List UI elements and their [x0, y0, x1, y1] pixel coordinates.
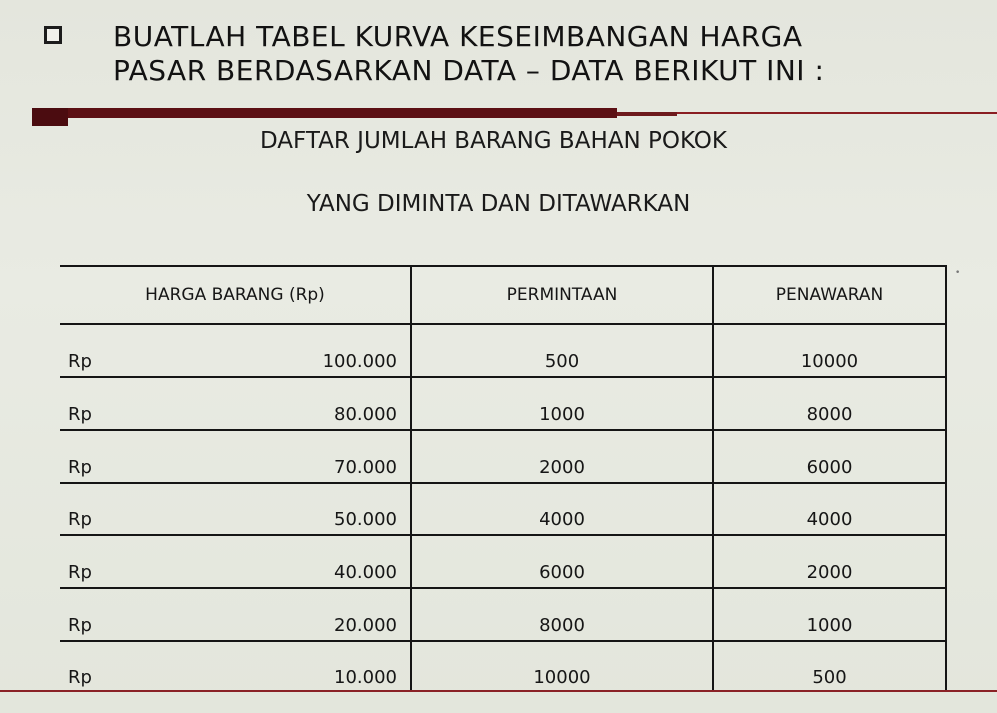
table-title-line-1: DAFTAR JUMLAH BARANG BAHAN POKOK [260, 128, 727, 154]
supply-cell: 4000 [713, 483, 945, 536]
supply-cell: 2000 [713, 535, 945, 588]
price-value: 10.000 [334, 667, 397, 688]
demand-cell: 6000 [411, 535, 713, 588]
currency-label: Rp [68, 403, 92, 425]
supply-cell: 6000 [713, 430, 945, 483]
price-value: 70.000 [334, 456, 397, 478]
table-row [60, 535, 945, 588]
price-value: 20.000 [334, 615, 397, 637]
demand-cell: 8000 [411, 588, 713, 641]
currency-label: Rp [68, 562, 92, 584]
demand-cell: 4000 [411, 483, 713, 536]
price-value: 80.000 [334, 403, 397, 425]
currency-label: Rp [68, 509, 92, 531]
demand-cell: 10000 [411, 641, 713, 692]
price-value: 40.000 [334, 562, 397, 584]
supply-cell: 1000 [713, 588, 945, 641]
supply-cell: 10000 [713, 324, 945, 377]
price-cell [60, 377, 411, 430]
demand-cell: 2000 [411, 430, 713, 483]
price-value: 50.000 [334, 509, 397, 531]
price-cell [60, 641, 411, 692]
demand-cell: 500 [411, 324, 713, 377]
price-cell [60, 588, 411, 641]
table-title-line-2: YANG DIMINTA DAN DITAWARKAN [306, 191, 691, 217]
table-row [60, 430, 945, 483]
price-value: 100.000 [322, 350, 397, 372]
checkbox-square-icon [44, 26, 62, 44]
divider-accent-tail [617, 112, 677, 116]
price-cell [60, 324, 411, 377]
page-title [113, 20, 824, 88]
title-line-2: PASAR BERDASARKAN DATA – DATA BERIKUT INI : [113, 54, 825, 87]
currency-label: Rp [68, 350, 92, 372]
table-row [60, 588, 945, 641]
header-price: HARGA BARANG (Rp) [60, 267, 411, 324]
currency-label: Rp [68, 667, 92, 688]
table-row [60, 483, 945, 536]
decorative-dot: • [955, 268, 961, 278]
bottom-divider [0, 690, 997, 692]
table-row [60, 377, 945, 430]
currency-label: Rp [68, 456, 92, 478]
table-header-row [60, 267, 945, 324]
price-cell [60, 430, 411, 483]
table-row [60, 324, 945, 377]
currency-label: Rp [68, 615, 92, 637]
divider-accent [32, 108, 617, 118]
table-row [60, 641, 945, 692]
price-table [60, 265, 947, 692]
header-supply: PENAWARAN [713, 267, 945, 324]
price-cell [60, 483, 411, 536]
title-line-1: BUATLAH TABEL KURVA KESEIMBANGAN HARGA [113, 20, 803, 53]
divider-accent-mark [32, 108, 68, 126]
demand-cell: 1000 [411, 377, 713, 430]
supply-cell: 8000 [713, 377, 945, 430]
price-cell [60, 535, 411, 588]
supply-cell: 500 [812, 667, 847, 688]
header-demand: PERMINTAAN [411, 267, 713, 324]
